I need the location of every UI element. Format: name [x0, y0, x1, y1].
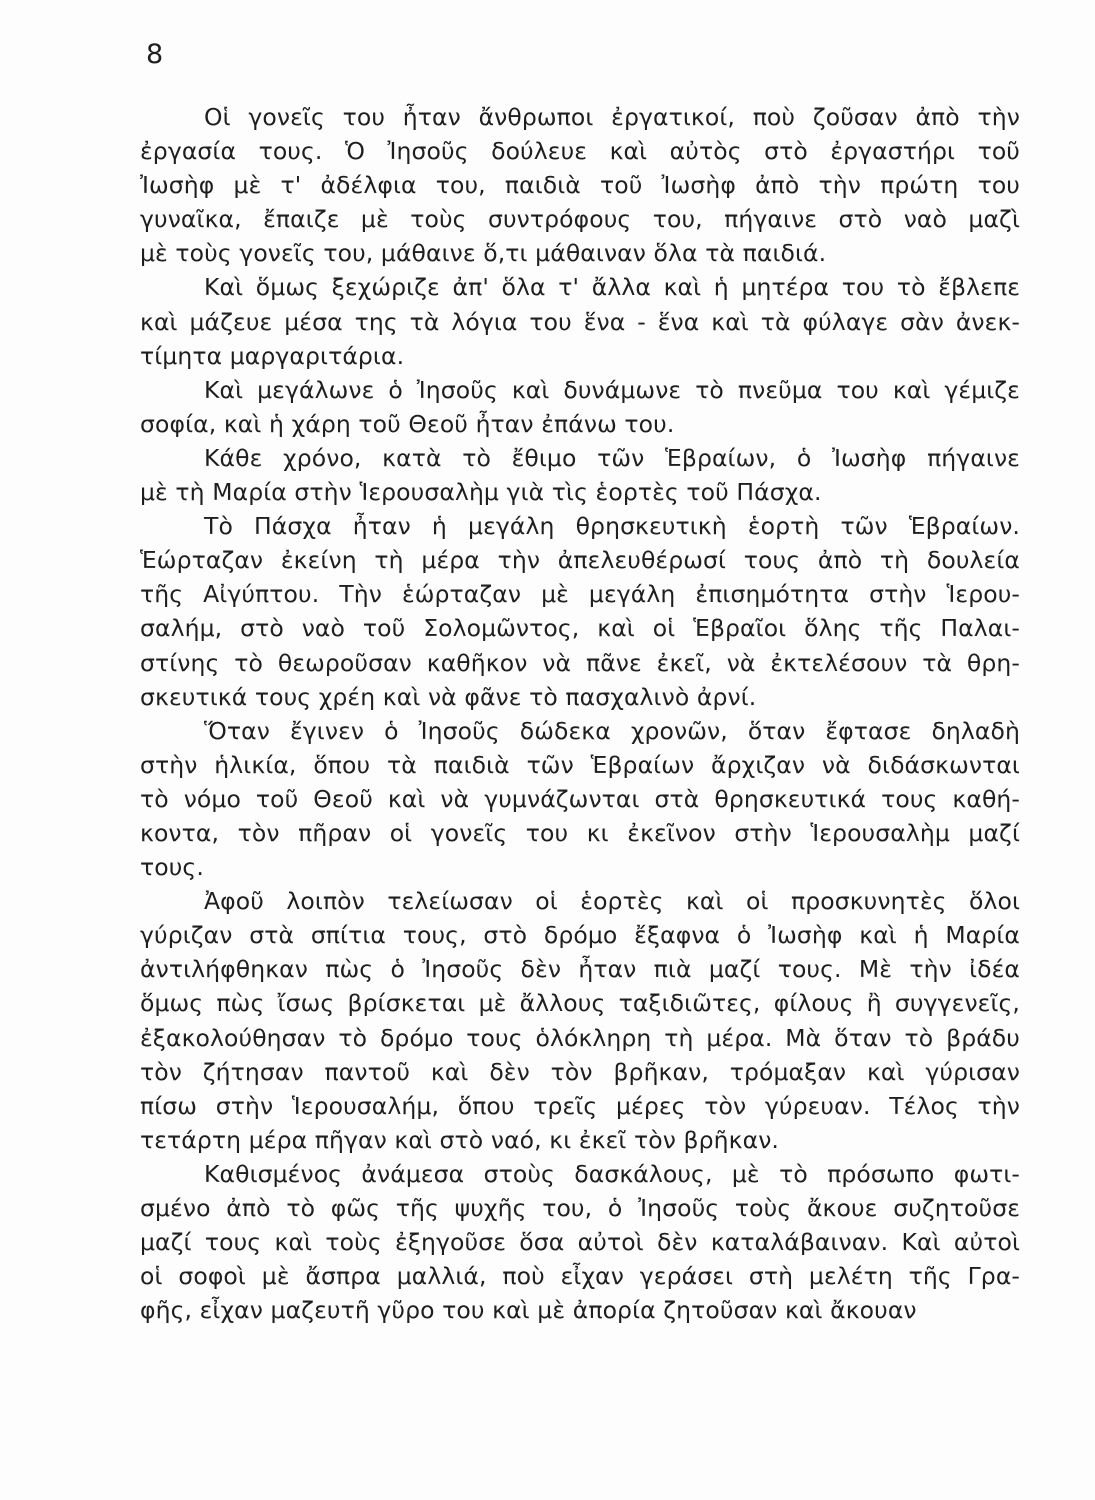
text-line: Τὸ Πάσχα ἦταν ἡ μεγάλη θρησκευτικὴ ἑορτὴ τῶν Ἑβραίων. — [204, 512, 1020, 541]
text-line: τὸν ζήτησαν παντοῦ καὶ δὲν τὸν βρῆκαν, τρόμαξαν καὶ γύρισαν — [140, 1057, 1020, 1086]
text-line: Ἑώρταζαν ἐκείνη τὴ μέρα τὴν ἀπελευθέρωσί τους ἀπὸ τὴ δουλεία — [140, 546, 1020, 575]
text-line: Ἀφοῦ λοιπὸν τελείωσαν οἱ ἑορτὲς καὶ οἱ προσκυνητὲς ὅλοι — [204, 887, 1020, 916]
text-line: Ὅταν ἔγινεν ὁ Ἰησοῦς δώδεκα χρονῶν, ὅταν ἔφτασε δηλαδὴ — [204, 716, 1020, 745]
text-line: Καὶ ὅμως ξεχώριζε ἀπ' ὅλα τ' ἄλλα καὶ ἡ μητέρα του τὸ ἔβλεπε — [204, 273, 1020, 302]
text-line: μὲ τοὺς γονεῖς του, μάθαινε ὅ,τι μάθαιναν ὅλα τὰ παιδιά. — [140, 239, 827, 268]
text-line: οἱ σοφοὶ μὲ ἄσπρα μαλλιά, ποὺ εἶχαν γεράσει στὴ μελέτη τῆς Γρα- — [140, 1262, 1020, 1291]
text-line: πίσω στὴν Ἱερουσαλήμ, ὅπου τρεῖς μέρες τὸν γύρευαν. Τέλος τὴν — [140, 1091, 1020, 1120]
text-line: τῆς Αἰγύπτου. Τὴν ἑώρταζαν μὲ μεγάλη ἐπισημότητα στὴν Ἱερου- — [140, 580, 1020, 609]
text-line: Καὶ μεγάλωνε ὁ Ἰησοῦς καὶ δυνάμωνε τὸ πνεῦμα του καὶ γέμιζε — [204, 375, 1020, 404]
text-line: φῆς, εἶχαν μαζευτῆ γῦρο του καὶ μὲ ἀπορία ζητοῦσαν καὶ ἄκουαν — [140, 1296, 917, 1325]
text-line: σαλήμ, στὸ ναὸ τοῦ Σολομῶντος, καὶ οἱ Ἑβραῖοι ὅλης τῆς Παλαι- — [140, 614, 1020, 643]
text-line: Καθισμένος ἀνάμεσα στοὺς δασκάλους, μὲ τὸ πρόσωπο φωτι- — [204, 1159, 1020, 1188]
text-line: σκευτικά τους χρέη καὶ νὰ φᾶνε τὸ πασχαλινὸ ἀρνί. — [140, 682, 757, 711]
text-line: ἀντιλήφθηκαν πὼς ὁ Ἰησοῦς δὲν ἦταν πιὰ μαζί τους. Μὲ τὴν ἰδέα — [140, 955, 1020, 984]
text-line: στὴν ἡλικία, ὅπου τὰ παιδιὰ τῶν Ἑβραίων ἄρχιζαν νὰ διδάσκωνται — [140, 750, 1020, 779]
text-line: Οἱ γονεῖς του ἦταν ἄνθρωποι ἐργατικοί, ποὺ ζοῦσαν ἀπὸ τὴν — [204, 103, 1020, 131]
text-line: γυναῖκα, ἔπαιζε μὲ τοὺς συντρόφους του, πήγαινε στὸ ναὸ μαζὶ — [140, 205, 1020, 234]
text-line: ὅμως πὼς ἴσως βρίσκεται μὲ ἄλλους ταξιδιῶτες, φίλους ἢ συγγενεῖς, — [140, 989, 1020, 1018]
text-line: κοντα, τὸν πῆραν οἱ γονεῖς του κι ἐκεῖνον στὴν Ἱερουσαλὴμ μαζί — [140, 818, 1020, 847]
text-line: τίμητα μαργαριτάρια. — [140, 341, 405, 370]
text-line: ἐργασία τους. Ὁ Ἰησοῦς δούλευε καὶ αὐτὸς στὸ ἐργαστήρι τοῦ — [140, 137, 1020, 166]
text-line: τετάρτη μέρα πῆγαν καὶ στὸ ναό, κι ἐκεῖ τὸν βρῆκαν. — [140, 1125, 779, 1154]
body-text — [140, 100, 1020, 1327]
text-line: καὶ μάζευε μέσα της τὰ λόγια του ἕνα - ἕνα καὶ τὰ φύλαγε σὰν ἀνεκ- — [140, 307, 1020, 336]
text-line: γύριζαν στὰ σπίτια τους, στὸ δρόμο ἔξαφνα ὁ Ἰωσὴφ καὶ ἡ Μαρία — [140, 921, 1020, 950]
text-line: σοφία, καὶ ἡ χάρη τοῦ Θεοῦ ἦταν ἐπάνω του. — [140, 409, 675, 438]
page-number: 8 — [146, 39, 164, 70]
text-line: ἐξακολούθησαν τὸ δρόμο τους ὁλόκληρη τὴ μέρα. Μὰ ὅταν τὸ βράδυ — [140, 1023, 1020, 1052]
text-line: στίνης τὸ θεωροῦσαν καθῆκον νὰ πᾶνε ἐκεῖ, νὰ ἐκτελέσουν τὰ θρη- — [140, 648, 1020, 677]
text-line: μὲ τὴ Μαρία στὴν Ἱερουσαλὴμ γιὰ τὶς ἑορτὲς τοῦ Πάσχα. — [140, 478, 822, 507]
text-line: μαζί τους καὶ τοὺς ἐξηγοῦσε ὅσα αὐτοὶ δὲν καταλάβαιναν. Καὶ αὐτοὶ — [140, 1228, 1020, 1257]
text-line: σμένο ἀπὸ τὸ φῶς τῆς ψυχῆς του, ὁ Ἰησοῦς τοὺς ἄκουε συζητοῦσε — [140, 1194, 1020, 1222]
text-line: Ἰωσὴφ μὲ τ' ἀδέλφια του, παιδιὰ τοῦ Ἰωσὴφ ἀπὸ τὴν πρώτη του — [140, 171, 1020, 200]
text-line: Κάθε χρόνο, κατὰ τὸ ἔθιμο τῶν Ἑβραίων, ὁ Ἰωσὴφ πήγαινε — [204, 443, 1020, 472]
text-line: τὸ νόμο τοῦ Θεοῦ καὶ νὰ γυμνάζωνται στὰ θρησκευτικά τους καθή- — [140, 784, 1020, 813]
text-line: τους. — [140, 853, 204, 882]
